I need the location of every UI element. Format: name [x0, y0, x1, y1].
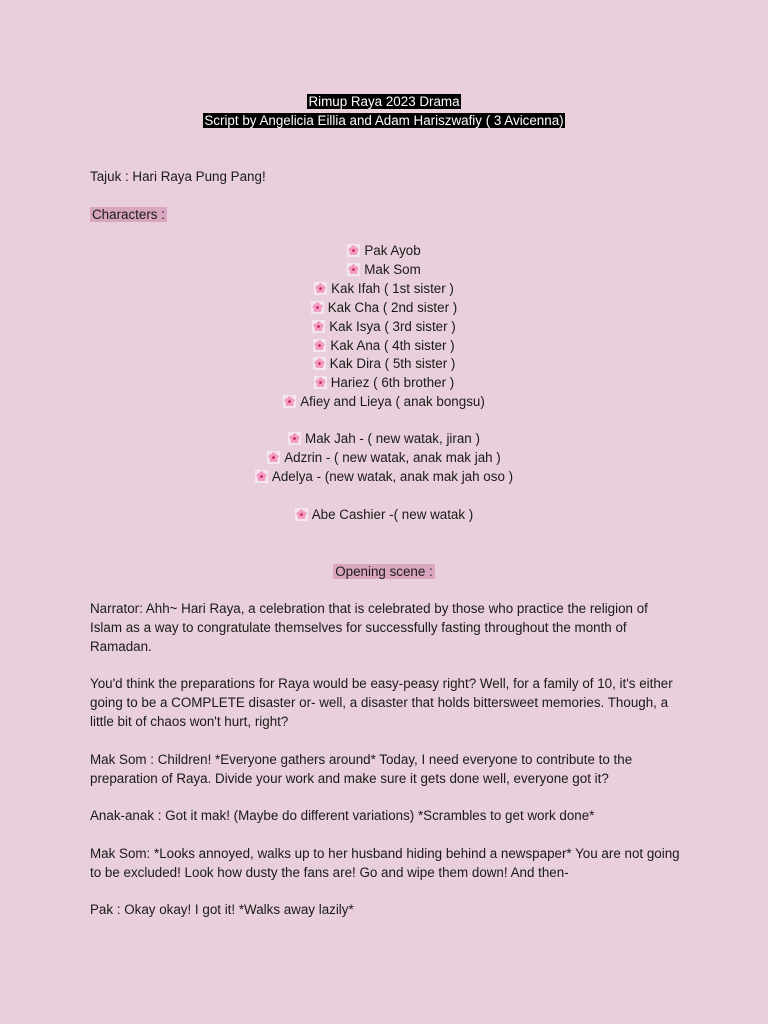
script-paragraph: Pak : Okay okay! I got it! *Walks away lazily*	[90, 902, 354, 917]
pink-flower-icon	[314, 376, 327, 389]
script-paragraph: Anak-anak : Got it mak! (Maybe do different variations) *Scrambles to get work done*	[90, 808, 595, 823]
character-list-cashier	[0, 506, 768, 525]
character-item	[0, 261, 768, 280]
script-title: Rimup Raya 2023 Drama	[308, 94, 460, 109]
character-name: Adelya - (new watak, anak mak jah oso )	[271, 468, 514, 484]
character-item	[0, 430, 768, 449]
character-name: Mak Jah - ( new watak, jiran )	[305, 431, 480, 446]
pink-flower-icon	[283, 395, 296, 408]
opening-heading-wrap	[0, 562, 768, 581]
tajuk-line: Tajuk : Hari Raya Pung Pang!	[90, 169, 266, 184]
characters-heading: Characters :	[92, 207, 165, 222]
pink-flower-icon	[312, 320, 325, 333]
character-item	[0, 393, 768, 412]
character-name: Hariez ( 6th brother )	[330, 375, 455, 391]
script-paragraph: Mak Som : Children! *Everyone gathers around* Today, I need everyone to contribute to the preparation of Raya. Divide your work and make sure it gets done well, everyone got it?	[90, 752, 633, 786]
title-block	[0, 92, 768, 130]
pink-flower-icon	[295, 508, 308, 521]
pink-flower-icon	[313, 357, 326, 370]
character-name: Mak Som	[364, 261, 421, 277]
character-item	[0, 506, 768, 525]
character-name: Adzrin - ( new watak, anak mak jah )	[284, 449, 501, 465]
character-name: Abe Cashier -( new watak )	[311, 507, 474, 522]
character-item	[0, 280, 768, 299]
character-name: Kak Cha ( 2nd sister )	[327, 299, 458, 315]
character-name: Kak Ana ( 4th sister )	[330, 337, 455, 353]
character-item	[0, 355, 768, 374]
character-name: Kak Isya ( 3rd sister )	[329, 318, 456, 334]
script-paragraph: Mak Som: *Looks annoyed, walks up to her husband hiding behind a newspaper* You are not going to be excluded! Look how dusty the fans are! Go and wipe them down! And then-	[90, 846, 680, 880]
pink-flower-icon	[314, 282, 327, 295]
opening-scene-heading: Opening scene :	[335, 564, 433, 579]
script-credit: Script by Angelicia Eillia and Adam Hariszwafiy ( 3 Avicenna)	[204, 113, 564, 128]
character-item	[0, 374, 768, 393]
character-name: Kak Dira ( 5th sister )	[329, 356, 456, 372]
character-list-main	[0, 242, 768, 412]
pink-flower-icon	[347, 244, 360, 257]
script-paragraph: Narrator: Ahh~ Hari Raya, a celebration that is celebrated by those who practice the religion of Islam as a way to congratulate themselves for successfully fasting throughout the month of Ramadan.	[90, 601, 648, 654]
script-paragraph: You'd think the preparations for Raya would be easy-peasy right? Well, for a family of 10, it's either going to be a COMPLETE disaster or- well, a disaster that holds bittersweet memories. Though, a little bit of chaos won't hurt, right?	[90, 676, 673, 729]
character-item	[0, 299, 768, 318]
character-item	[0, 468, 768, 487]
character-item	[0, 337, 768, 356]
character-name: Afiey and Lieya ( anak bongsu)	[300, 394, 485, 410]
characters-heading-wrap	[90, 205, 680, 224]
character-item	[0, 449, 768, 468]
pink-flower-icon	[347, 263, 360, 276]
pink-flower-icon	[313, 339, 326, 352]
pink-flower-icon	[267, 451, 280, 464]
character-item	[0, 318, 768, 337]
pink-flower-icon	[255, 470, 268, 483]
character-name: Pak Ayob	[364, 243, 421, 258]
character-item	[0, 242, 768, 261]
pink-flower-icon	[311, 301, 324, 314]
character-list-neighbours	[0, 430, 768, 487]
character-name: Kak Ifah ( 1st sister )	[331, 280, 454, 296]
pink-flower-icon	[288, 432, 301, 445]
